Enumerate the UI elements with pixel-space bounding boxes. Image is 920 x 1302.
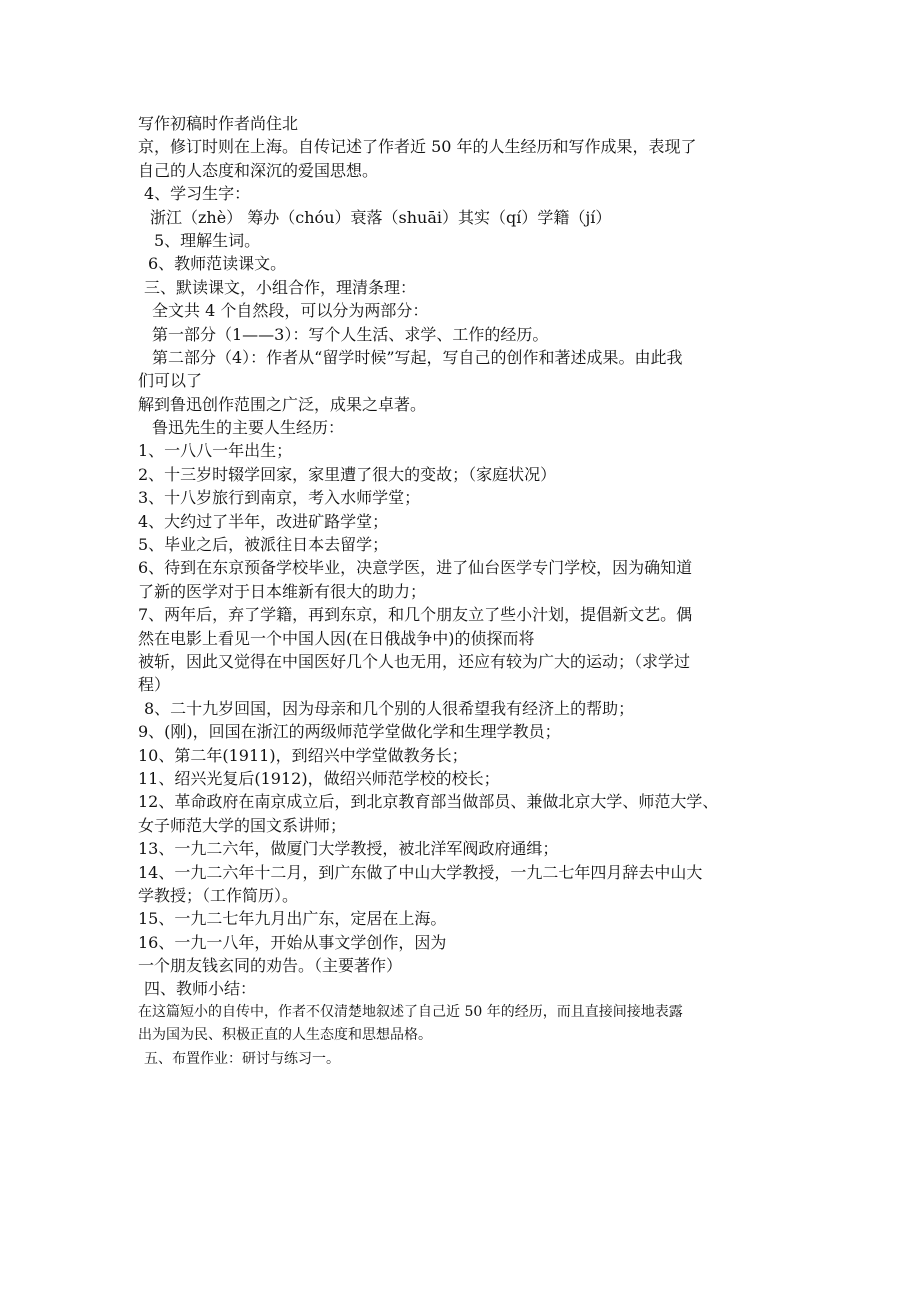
text-line: 12、革命政府在南京成立后，到北京教育部当做部员、兼做北京大学、师范大学、	[138, 792, 719, 812]
text-line: 解到鲁迅创作范围之广泛，成果之卓著。	[138, 394, 427, 414]
text-line: 京，修订时则在上海。自传记述了作者近 50 年的人生经历和写作成果，表现了	[138, 137, 697, 157]
text-line: 们可以了	[138, 371, 203, 391]
text-line: 学教授；（工作简历）。	[138, 885, 299, 905]
text-line: 在这篇短小的自传中，作者不仅清楚地叙述了自己近 50 年的经历，而且直接间接地表露	[138, 1003, 683, 1020]
text-line: 14、一九二六年十二月，到广东做了中山大学教授，一九二七年四月辞去中山大	[138, 862, 703, 882]
text-line: 2、十三岁时辍学回家，家里遭了很大的变故；（家庭状况）	[138, 464, 557, 484]
text-line: 15、一九二七年九月出广东，定居在上海。	[138, 909, 447, 929]
text-line: 6、教师范读课文。	[148, 254, 287, 274]
text-line: 11、绍兴光复后(1912)，做绍兴师范学校的校长；	[138, 768, 500, 788]
text-line: 7、两年后，弃了学籍，再到东京，和几个朋友立了些小汁划，提倡新文艺。偶	[138, 605, 693, 625]
text-line: 6、待到在东京预备学校毕业，决意学医，进了仙台医学专门学校，因为确知道	[138, 558, 693, 578]
text-line: 13、一九二六年，做厦门大学教授，被北洋军阀政府通缉；	[138, 839, 559, 859]
text-line: 女子师范大学的国文系讲师；	[138, 815, 347, 835]
text-line: 第二部分（4）：作者从“留学时候”写起，写自己的创作和著述成果。由此我	[152, 347, 683, 367]
text-line: 一个朋友钱玄同的劝告。（主要著作）	[138, 956, 403, 976]
text-line: 4、大约过了半年，改进矿路学堂；	[138, 511, 389, 531]
text-line: 四、教师小结：	[144, 979, 257, 999]
text-line: 5、毕业之后，被派往日本去留学；	[138, 535, 389, 555]
text-line: 自己的人态度和深沉的爱国思想。	[138, 160, 379, 180]
text-line: 程）	[138, 675, 171, 695]
text-line: 3、十八岁旅行到南京，考入水师学堂；	[138, 488, 421, 508]
text-line: 第一部分（1——3）：写个人生活、求学、工作的经历。	[152, 324, 549, 344]
text-line: 1、一八八一年出生；	[138, 441, 293, 461]
text-line: 4、学习生字：	[144, 184, 251, 204]
document-page	[138, 112, 798, 1071]
text-line: 出为国为民、积极正直的人生态度和思想品格。	[138, 1027, 432, 1044]
text-line: 5、理解生词。	[154, 230, 261, 250]
text-line: 全文共 4 个自然段，可以分为两部分：	[152, 301, 429, 321]
text-line: 然在电影上看见一个中国人因(在日俄战争中)的侦探而将	[138, 628, 535, 648]
text-line: 9、(刚)，回国在浙江的两级师范学堂做化学和生理学教员；	[138, 722, 561, 742]
text-line: 了新的医学对于日本维新有很大的助力；	[138, 581, 427, 601]
text-line: 写作初稿时作者尚住北	[138, 114, 299, 133]
text-line: 10、第二年(1911)，到绍兴中学堂做教务长；	[138, 745, 468, 765]
text-line: 鲁迅先生的主要人生经历：	[152, 418, 345, 438]
text-line: 8、二十九岁回国，因为母亲和几个别的人很希望我有经济上的帮助；	[144, 698, 635, 718]
text-line: 被斩，因此又觉得在中国医好几个人也无用，还应有较为广大的运动；（求学过	[138, 651, 691, 671]
text-line: 五、布置作业：研讨与练习一。	[144, 1050, 340, 1067]
text-line: 浙江（zhè） 筹办（chóu）衰落（shuāi）其实（qí）学籍（jí）	[150, 207, 612, 227]
text-line: 16、一九一八年，开始从事文学创作，因为	[138, 932, 447, 952]
text-line: 三、默读课文，小组合作，理清条理：	[144, 277, 417, 297]
